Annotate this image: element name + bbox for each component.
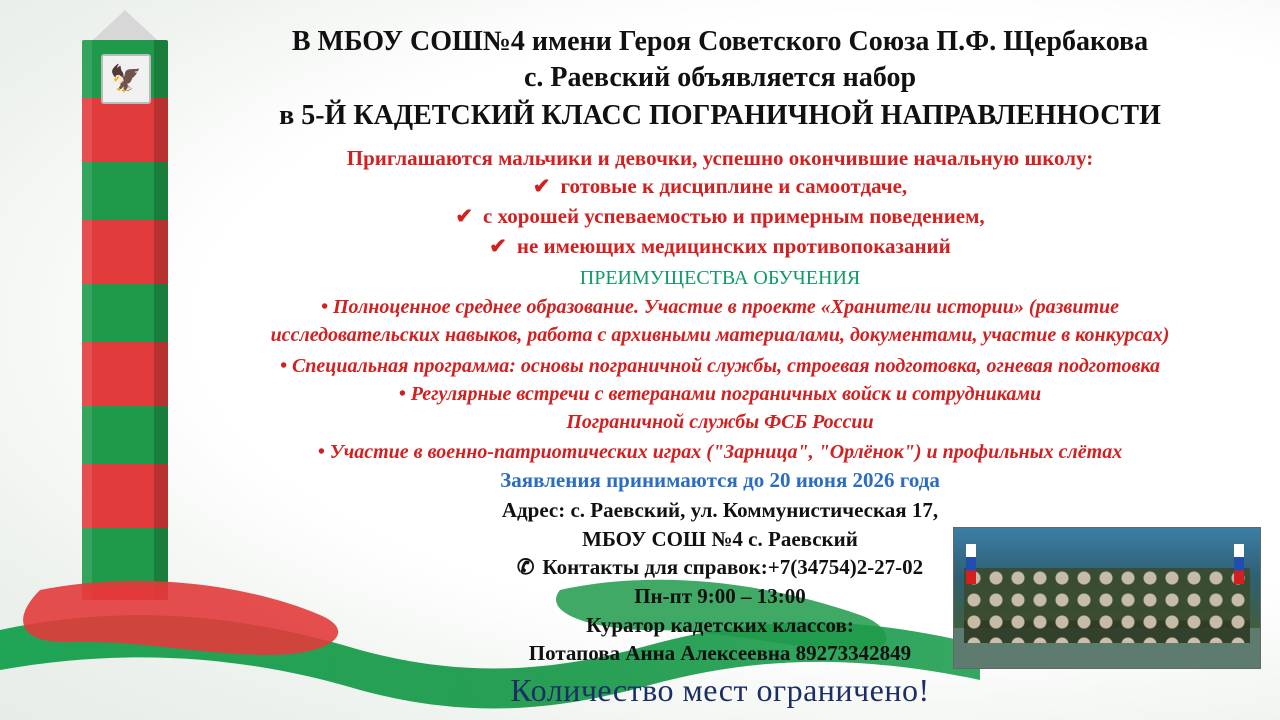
advantage-line: • Полноценное среднее образование. Участие в проекте «Хранители истории» (развитие [320, 296, 1120, 318]
phone-text: Контакты для справок:+7(34754)2-27-02 [542, 555, 924, 579]
border-post [82, 40, 168, 600]
invite-item-text: готовые к дисциплине и самоотдаче, [560, 174, 908, 198]
phone-line [170, 555, 1270, 580]
curator: Потапова Анна Алексеевна 89273342849 [528, 641, 912, 665]
invite-item [170, 174, 1270, 199]
invite-lead: Приглашаются мальчики и девочки, успешно окончившие начальную школу: [346, 146, 1094, 170]
header-line-1: В МБОУ СОШ№4 имени Героя Советского Союза П.Ф. Щербакова [291, 26, 1149, 57]
announcement [170, 0, 1270, 720]
check-icon: ✔ [455, 204, 473, 228]
check-icon: ✔ [532, 174, 551, 198]
address-line-2: МБОУ СОШ №4 с. Раевский [582, 527, 858, 551]
hours: Пн-пт 9:00 – 13:00 [634, 584, 806, 608]
header-line-3: в 5-Й КАДЕТСКИЙ КЛАСС ПОГРАНИЧНОЙ НАПРАВЛЕННОСТИ [279, 100, 1161, 131]
advantage-line: исследовательских навыков, работа с архивными материалами, документами, участие в конкурсах) [270, 324, 1170, 346]
advantage-line: • Участие в военно-патриотических играх ("Зарница", "Орлёнок") и профильных слётах [317, 441, 1123, 463]
invite-item-text: не имеющих медицинских противопоказаний [516, 234, 951, 258]
footer-note: Количество мест ограничено! [510, 672, 930, 708]
address-line-1: Адрес: с. Раевский, ул. Коммунистическая 17, [501, 498, 939, 522]
emblem-icon: 🦅 [101, 54, 151, 104]
invite-item-text: с хорошей успеваемостью и примерным поведением, [482, 204, 985, 228]
deadline: Заявления принимаются до 20 июня 2026 года [500, 468, 940, 492]
check-icon: ✔ [489, 234, 507, 258]
curator-title: Куратор кадетских классов: [586, 613, 854, 637]
advantage-line: • Регулярные встречи с ветеранами пограничных войск и сотрудниками [398, 383, 1042, 405]
advantage-line: Пограничной службы ФСБ России [566, 411, 874, 433]
advantage-line: • Специальная программа: основы пограничной службы, строевая подготовка, огневая подготовка [279, 355, 1161, 377]
advantages-title: ПРЕИМУЩЕСТВА ОБУЧЕНИЯ [579, 267, 861, 289]
invite-item [170, 204, 1270, 229]
phone-icon: ✆ [516, 555, 535, 579]
header-line-2: с. Раевский объявляется набор [523, 62, 917, 93]
invite-item [170, 234, 1270, 259]
